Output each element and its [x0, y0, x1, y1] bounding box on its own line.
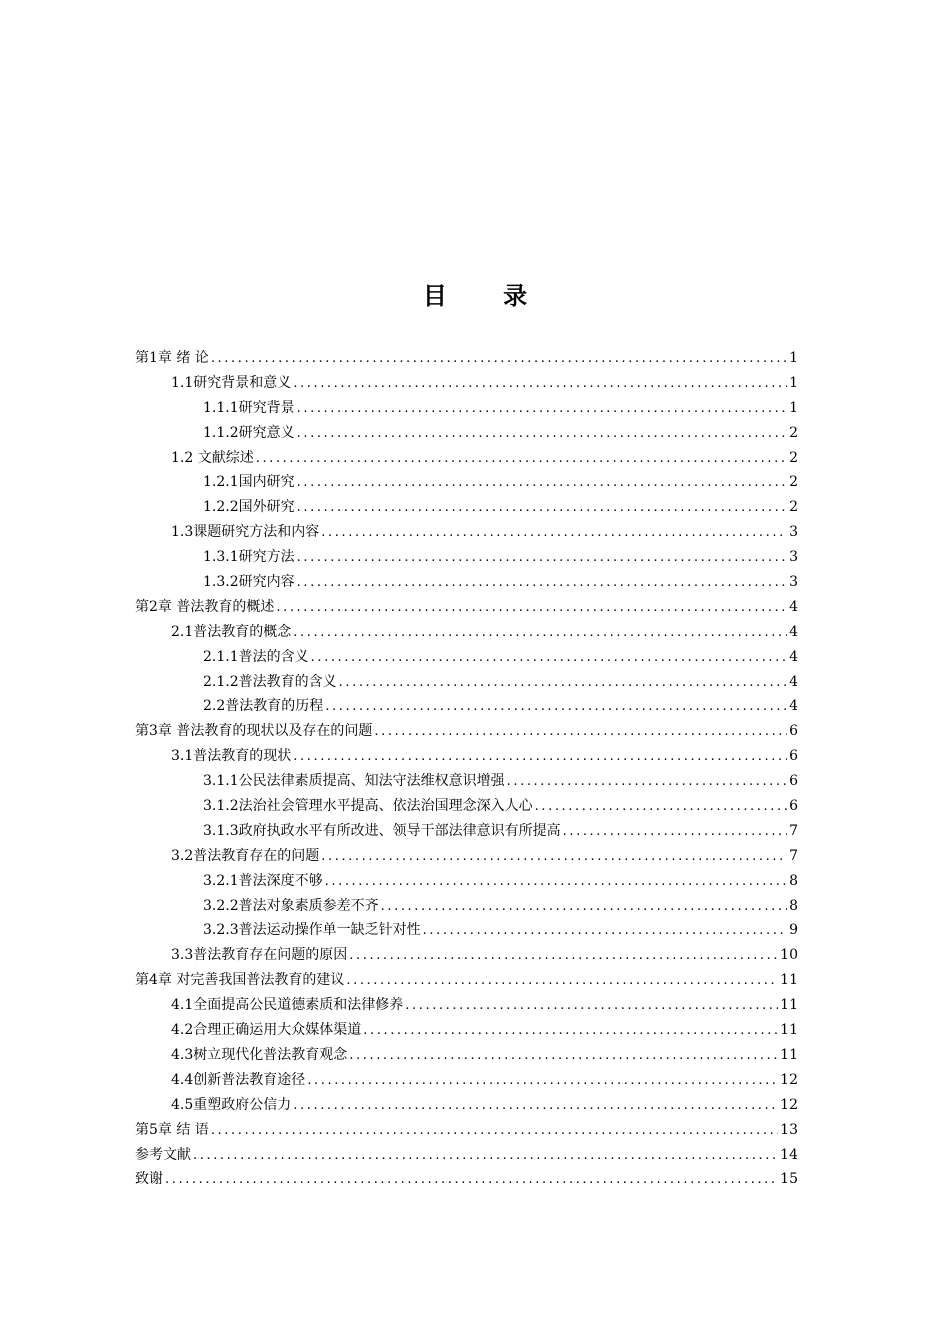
dot-leader [381, 895, 787, 920]
toc-entry-title: 第2章 普法教育的概述 [135, 598, 275, 615]
toc-entry[interactable] [135, 844, 798, 869]
toc-entry-page-number: 3 [789, 549, 798, 566]
dot-leader [297, 496, 787, 521]
toc-entry-page-number: 4 [789, 648, 798, 665]
dot-leader [165, 1168, 778, 1193]
toc-entry-page-number: 6 [789, 723, 798, 740]
toc-entry-title: 4.2合理正确运用大众媒体渠道 [171, 1022, 362, 1039]
toc-entry-title: 1.3.1研究方法 [203, 549, 295, 566]
toc-entry-page-number: 3 [789, 524, 798, 541]
toc-entry-page-number: 8 [789, 872, 798, 889]
toc-entry-title: 4.1全面提高公民道德素质和法律修养 [171, 997, 404, 1014]
dot-leader [293, 745, 787, 770]
dot-leader [563, 820, 787, 845]
toc-entry-page-number: 8 [789, 897, 798, 914]
toc-entry-title: 1.1.2研究意义 [203, 424, 295, 441]
toc-entry-page-number: 2 [789, 449, 798, 466]
dot-leader [507, 770, 787, 795]
dot-leader [276, 596, 787, 621]
dot-leader [297, 571, 787, 596]
toc-entry[interactable] [135, 620, 798, 645]
toc-entry-page-number: 4 [789, 598, 798, 615]
dot-leader [349, 944, 778, 969]
dot-leader [193, 1144, 778, 1169]
toc-entry-title: 参考文献 [135, 1146, 191, 1163]
toc-entry-title: 4.3树立现代化普法教育观念 [171, 1046, 348, 1063]
dot-leader [339, 671, 787, 696]
toc-entry-title: 2.1普法教育的概念 [171, 623, 292, 640]
toc-entry-title: 1.1研究背景和意义 [171, 374, 292, 391]
toc-entry-title: 3.2.1普法深度不够 [203, 872, 323, 889]
toc-entry[interactable] [135, 645, 798, 670]
toc-entry[interactable] [135, 670, 798, 695]
dot-leader [293, 1094, 778, 1119]
toc-entry-page-number: 2 [789, 424, 798, 441]
dot-leader [349, 1044, 778, 1069]
toc-entry-title: 第4章 对完善我国普法教育的建议 [135, 972, 345, 989]
toc-entry-title: 4.4创新普法教育途径 [171, 1071, 306, 1088]
dot-leader [293, 372, 787, 397]
toc-entry-title: 3.2普法教育存在的问题 [171, 847, 320, 864]
toc-entry-page-number: 3 [789, 574, 798, 591]
toc-entry-title: 1.3课题研究方法和内容 [171, 524, 320, 541]
dot-leader [325, 870, 787, 895]
toc-entry-page-number: 1 [789, 350, 798, 366]
toc-entry[interactable] [135, 446, 798, 471]
toc-entry[interactable] [135, 769, 798, 794]
toc-entry[interactable] [135, 968, 798, 993]
toc-entry[interactable] [135, 470, 798, 495]
dot-leader [297, 397, 787, 422]
toc-entry-page-number: 7 [789, 847, 798, 864]
toc-entry-title: 1.1.1研究背景 [203, 399, 295, 416]
dot-leader [423, 919, 787, 944]
toc-entry[interactable] [135, 421, 798, 446]
toc-entry-title: 第1章 绪 论 [135, 350, 209, 366]
toc-entry-title: 3.1.2法治社会管理水平提高、依法治国理念深入人心 [203, 798, 533, 815]
toc-entry-title: 3.2.3普法运动操作单一缺乏针对性 [203, 922, 421, 939]
toc-entry[interactable] [135, 993, 798, 1018]
toc-entry[interactable] [135, 894, 798, 919]
toc-entry-page-number: 12 [780, 1071, 798, 1088]
toc-entry-page-number: 2 [789, 499, 798, 516]
toc-entry[interactable] [135, 1043, 798, 1068]
dot-leader [363, 1019, 778, 1044]
dot-leader [297, 546, 787, 571]
toc-entry-page-number: 14 [780, 1146, 798, 1163]
toc-entry[interactable] [135, 1143, 798, 1168]
dot-leader [405, 994, 778, 1019]
toc-entry-title: 1.2 文献综述 [171, 449, 254, 466]
toc-entry-title: 1.3.2研究内容 [203, 574, 295, 591]
toc-entry-page-number: 10 [780, 947, 798, 964]
toc-entry[interactable] [135, 719, 798, 744]
toc-entry-page-number: 12 [780, 1096, 798, 1113]
toc-entry-page-number: 11 [780, 1022, 798, 1039]
toc-entry-title: 3.1.3政府执政水平有所改进、领导干部法律意识有所提高 [203, 822, 561, 839]
toc-entry[interactable] [135, 495, 798, 520]
toc-entry-page-number: 15 [780, 1171, 798, 1188]
toc-entry-page-number: 13 [780, 1121, 798, 1138]
toc-entry[interactable] [135, 371, 798, 396]
toc-entry-page-number: 4 [789, 698, 798, 715]
toc-entry-page-number: 11 [780, 997, 798, 1014]
dot-leader [211, 1119, 778, 1144]
toc-entry-page-number: 7 [789, 822, 798, 839]
dot-leader [256, 447, 787, 472]
toc-entry[interactable] [135, 694, 798, 719]
toc-entry-page-number: 1 [789, 399, 798, 416]
toc-entry[interactable] [135, 570, 798, 595]
toc-entry-title: 3.3普法教育存在问题的原因 [171, 947, 348, 964]
toc-entry[interactable] [135, 396, 798, 421]
toc-entry-page-number: 6 [789, 798, 798, 815]
dot-leader [297, 422, 787, 447]
toc-entry-page-number: 4 [789, 673, 798, 690]
toc-entry-title: 第3章 普法教育的现状以及存在的问题 [135, 723, 373, 740]
toc-entry-title: 1.2.1国内研究 [203, 474, 295, 491]
toc-entry[interactable] [135, 1167, 798, 1192]
page-title: 目 录 [422, 282, 552, 310]
toc-entry[interactable] [135, 869, 798, 894]
toc-entry-page-number: 11 [780, 972, 798, 989]
toc-entry-title: 3.1普法教育的现状 [171, 748, 292, 765]
toc-entry[interactable] [135, 918, 798, 943]
toc-entry[interactable] [135, 520, 798, 545]
toc-entry[interactable] [135, 545, 798, 570]
dot-leader [297, 471, 787, 496]
dot-leader [374, 720, 787, 745]
dot-leader [321, 845, 787, 870]
dot-leader [311, 646, 787, 671]
table-of-contents [135, 346, 798, 1192]
dot-leader [307, 1069, 778, 1094]
dot-leader [321, 521, 787, 546]
toc-entry-page-number: 1 [789, 374, 798, 391]
dot-leader [211, 347, 787, 372]
toc-entry[interactable] [135, 1068, 798, 1093]
toc-entry-page-number: 2 [789, 474, 798, 491]
toc-entry-title: 2.1.1普法的含义 [203, 648, 309, 665]
dot-leader [535, 795, 787, 820]
dot-leader [293, 621, 787, 646]
dot-leader [346, 969, 778, 994]
toc-entry[interactable] [135, 1093, 798, 1118]
toc-entry-title: 2.2普法教育的历程 [203, 698, 324, 715]
toc-entry-page-number: 9 [789, 922, 798, 939]
toc-entry[interactable] [135, 595, 798, 620]
toc-entry-title: 1.2.2国外研究 [203, 499, 295, 516]
dot-leader [325, 695, 787, 720]
toc-entry[interactable] [135, 943, 798, 968]
toc-entry[interactable] [135, 346, 798, 371]
toc-entry-page-number: 6 [789, 748, 798, 765]
toc-entry[interactable] [135, 794, 798, 819]
toc-entry[interactable] [135, 744, 798, 769]
toc-entry-title: 致谢 [135, 1171, 163, 1188]
toc-entry-page-number: 4 [789, 623, 798, 640]
toc-entry-title: 3.2.2普法对象素质参差不齐 [203, 897, 379, 914]
toc-entry[interactable] [135, 1018, 798, 1043]
toc-entry-page-number: 11 [780, 1046, 798, 1063]
toc-entry-title: 第5章 结 语 [135, 1121, 209, 1138]
toc-entry[interactable] [135, 1118, 798, 1143]
toc-entry[interactable] [135, 819, 798, 844]
toc-entry-title: 2.1.2普法教育的含义 [203, 673, 337, 690]
toc-entry-title: 4.5重塑政府公信力 [171, 1096, 292, 1113]
toc-entry-page-number: 6 [789, 773, 798, 790]
toc-entry-title: 3.1.1公民法律素质提高、知法守法维权意识增强 [203, 773, 505, 790]
